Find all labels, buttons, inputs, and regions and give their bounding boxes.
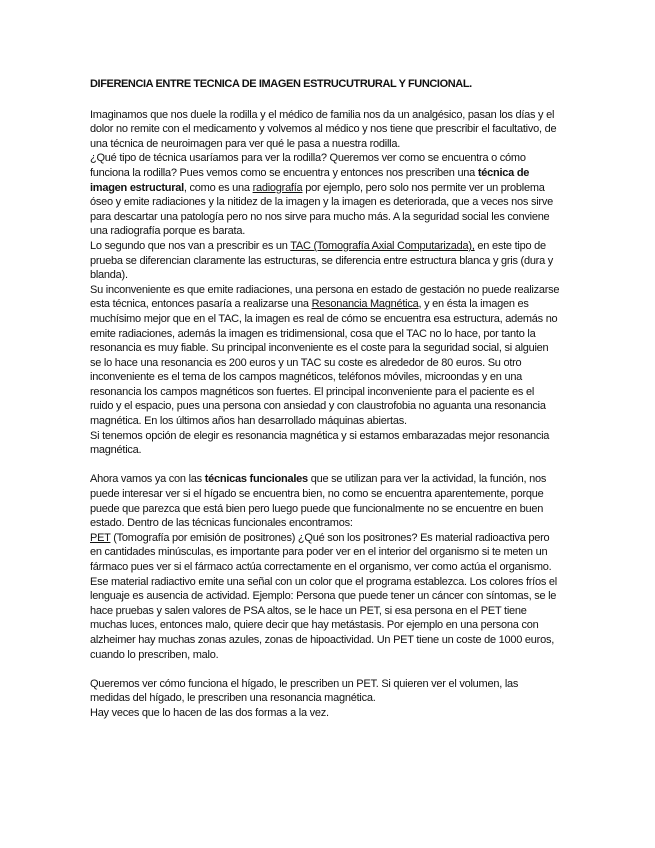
paragraph-structural-text-a: ¿Qué tipo de técnica usaríamos para ver la rodilla? Queremos ver como se encuentra o cómo funciona la rodilla? Pues vemos como se encuentra y entonces nos prescriben una xyxy=(90,152,526,179)
paragraph-tac-text-a: Lo segundo que nos van a prescribir es un xyxy=(90,239,291,252)
paragraph-both xyxy=(90,706,560,721)
paragraph-tac xyxy=(90,239,560,283)
paragraph-structural xyxy=(90,151,560,239)
paragraph-resonance xyxy=(90,283,560,429)
document-title: DIFERENCIA ENTRE TECNICA DE IMAGEN ESTRUCUTRURAL Y FUNCIONAL. xyxy=(90,78,472,90)
paragraph-functional xyxy=(90,472,560,530)
paragraph-gap xyxy=(90,662,560,677)
paragraph-choice xyxy=(90,429,560,458)
paragraph-intro xyxy=(90,108,560,152)
paragraph-gap xyxy=(90,458,560,473)
bold-functional-techniques: técnicas funcionales xyxy=(204,473,308,486)
paragraph-choice-text: Si tenemos opción de elegir es resonancia magnética y si estamos embarazadas mejor resonancia magnética. xyxy=(90,429,550,457)
paragraph-resonance-text-a: Su inconveniente es que emite radiaciones, una persona en estado de gestación no puede realizarse esta técnica, entonces pasaría a realizarse una xyxy=(90,283,560,311)
bold-structural-technique: técnica de imagen estructural xyxy=(90,166,530,194)
paragraph-pet xyxy=(90,531,560,662)
paragraph-structural-text-b: , como es una xyxy=(183,181,253,194)
paragraph-intro-text: Imaginamos que nos duele la rodilla y el médico de familia nos da un analgésico, pasan los días y el dolor no remite con el medicamento y volvemos al médico y nos tiene que prescribir el facultativo, de una técnica de neuroimagen para ver qué le pasa a nuestra rodilla. xyxy=(90,108,557,150)
link-radiografia[interactable]: radiografía xyxy=(252,181,303,194)
paragraph-resonance-text-b: , y en ésta la imagen es muchísimo mejor que en el TAC, la imagen es real de cómo se encuentra esa estructura, además no emite radiaciones, además la imagen es tridimensional, cosa que el TAC no lo hace, por tanto la resonancia es muy fiable. Su principal inconveniente es el coste para la seguridad social, si alguien se lo hace una resonancia es 200 euros y un TAC su coste es alrededor de 80 euros. Su otro inconveniente es el tema de los campos magnéticos, teléfonos móviles, microondas y en una resonancia los campos magnéticos son fuertes. El principal inconveniente para el paciente es el ruido y el espacio, pues una persona con ansiedad y con claustrofobia no aguanta una resonancia magnética. En los últimos años han desarrollado máquinas abiertas. xyxy=(90,298,558,428)
paragraph-tac-text-b: en este tipo de prueba se diferencian claramente las estructuras, se diferencia entre estructura blanca y gris (dura y blanda). xyxy=(90,239,554,282)
link-resonancia-magnetica[interactable]: Resonancia Magnética xyxy=(311,298,419,311)
paragraph-both-text: Hay veces que lo hacen de las dos formas a la vez. xyxy=(90,706,329,719)
paragraph-pet-text: (Tomografía por emisión de positrones) ¿Qué son los positrones? Es material radioactiva pero en cantidades minúsculas, es importante para poder ver en el interior del organismo si te meten un fármaco pues ver si el fármaco actúa correctamente en el organismo, ver como actúa el organismo. Ese material radiactivo emite una señal con un color que el programa establezca. Los colores fríos el lenguaje es ausencia de actividad. Ejemplo: Persona que puede tener un cáncer con síntomas, se le hace pruebas y salen valores de PSA altos, se le hace un PET, si esa persona en el PET tiene muchas luces, entonces malo, quiere decir que hay metástasis. Por ejemplo en una persona con alzheimer hay muchas zonas azules, zonas de hipoactividad. Un PET tiene un coste de 1000 euros, cuando lo prescriben, malo. xyxy=(90,531,557,661)
paragraph-structural-text-c: por ejemplo, pero solo nos permite ver un problema óseo y emite radiaciones y la nitidez de la imagen y la imagen es deteriorada, que a veces nos sirve para descartar una patología pero no nos sirve para mucho más. A la seguridad social les conviene una radiografía porque es barata. xyxy=(90,181,553,238)
document-page xyxy=(90,77,560,721)
paragraph-functional-text-a: Ahora vamos ya con las xyxy=(90,473,205,486)
paragraph-liver xyxy=(90,677,560,706)
paragraph-liver-text: Queremos ver cómo funciona el hígado, le prescriben un PET. Si quieren ver el volumen, las medidas del hígado, le prescriben una resonancia magnética. xyxy=(90,677,519,705)
link-tac[interactable]: TAC (Tomografía Axial Computarizada), xyxy=(290,239,475,252)
paragraph-functional-text-b: que se utilizan para ver la actividad, la función, nos puede interesar ver si el hígado se encuentra bien, no como se encuentra aparentemente, porque puede que parezca que está bien pero luego puede que funcionalmente no se encuentre en buen estado. Dentro de las técnicas funcionales encontramos: xyxy=(90,473,547,530)
link-pet[interactable]: PET xyxy=(90,531,111,544)
